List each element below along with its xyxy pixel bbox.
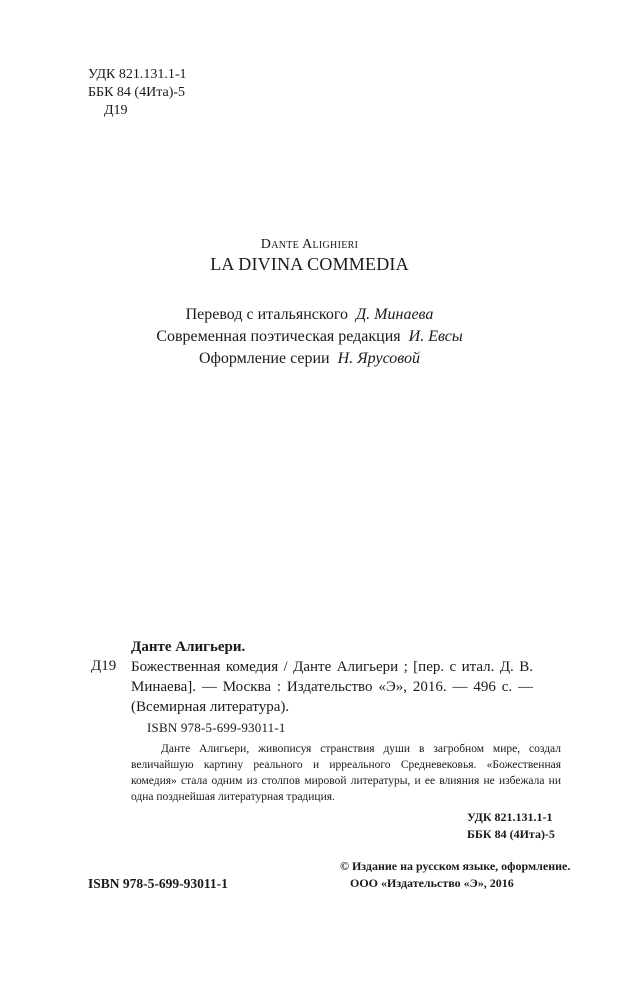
catalog-description: Божественная комедия / Данте Алигьери ; [пер. с итал. Д. В. Минаева]. — Москва : Издательство «Э», 2016. — 496 с. — (Всемирная литература). bbox=[131, 659, 533, 715]
catalog-author-mark: Д19 bbox=[91, 658, 117, 674]
bbk-code: ББК 84 (4Ита)-5 bbox=[88, 85, 186, 100]
catalog-author-heading: Данте Алигьери. bbox=[131, 639, 246, 655]
credits-block bbox=[0, 304, 619, 370]
bottom-classification bbox=[467, 809, 555, 843]
credit-editor: Современная поэтическая редакция И. Евсы bbox=[156, 328, 463, 345]
catalog-isbn: ISBN 978-5-699-93011-1 bbox=[147, 720, 286, 735]
top-classification bbox=[88, 66, 187, 120]
copyright-line-1: © Издание на русском языке, оформление. bbox=[340, 859, 571, 873]
original-author-name: Dante Alighieri bbox=[260, 237, 359, 252]
author-mark: Д19 bbox=[104, 103, 128, 118]
udk-code: УДК 821.131.1-1 bbox=[88, 67, 187, 82]
copyright-line-2: ООО «Издательство «Э», 2016 bbox=[350, 876, 514, 890]
bottom-bbk: ББК 84 (4Ита)-5 bbox=[467, 827, 555, 841]
copyright-notice bbox=[340, 858, 570, 892]
bottom-udk: УДК 821.131.1-1 bbox=[467, 810, 553, 824]
annotation: Данте Алигьери, живописуя странствия души в загробном мире, создал величайшую картину реального и ирреального Средневековья. «Божественная комедия» стала одним из столпов мировой литературы, и ее влияния не избежала ни одна позднейшая литературная традиция. bbox=[131, 743, 561, 803]
original-author bbox=[0, 236, 619, 253]
credit-design: Оформление серии Н. Ярусовой bbox=[198, 350, 421, 367]
isbn-bottom: ISBN 978-5-699-93011-1 bbox=[88, 876, 228, 891]
original-title: LA DIVINA COMMEDIA bbox=[210, 254, 409, 274]
credit-translation: Перевод с итальянского Д. Минаева bbox=[185, 306, 434, 323]
